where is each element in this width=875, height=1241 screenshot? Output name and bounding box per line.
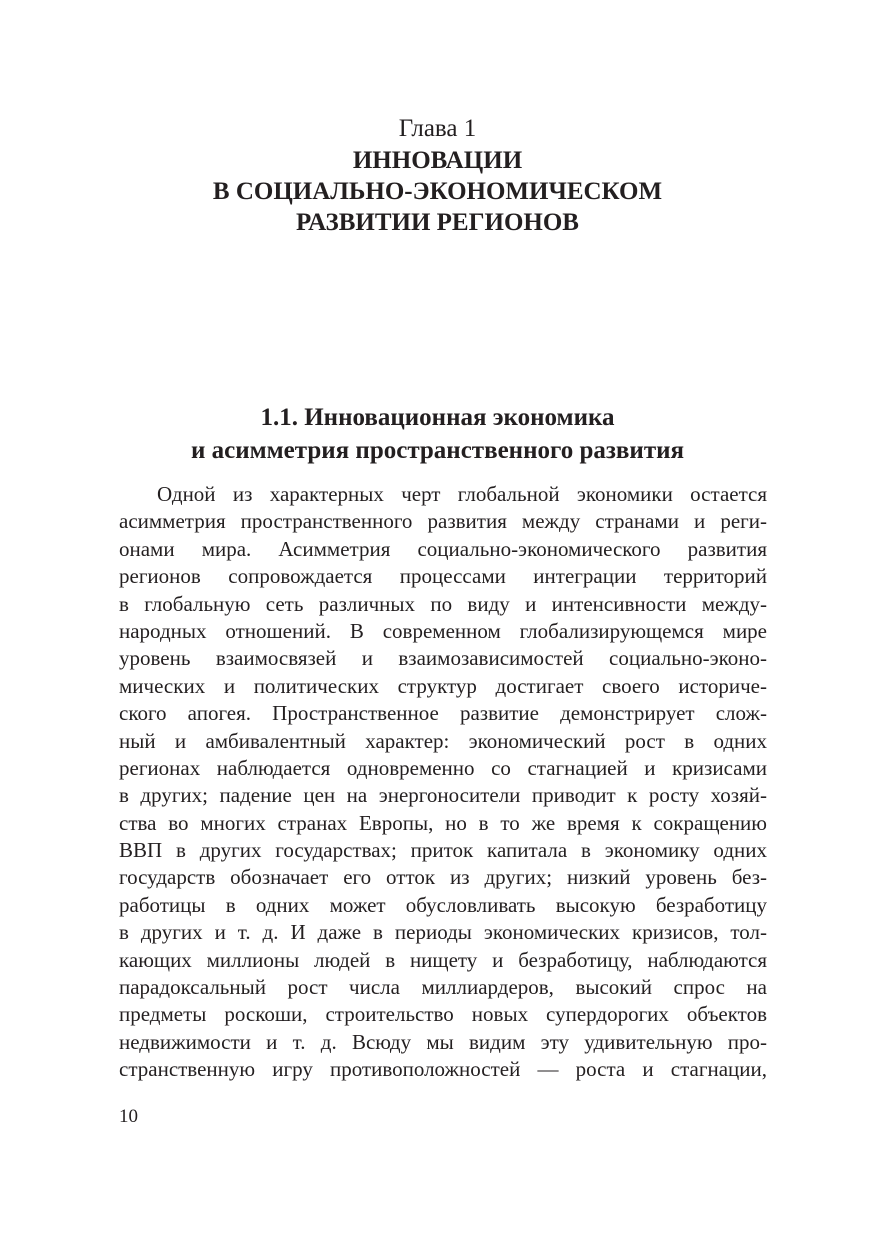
chapter-title-line: В СОЦИАЛЬНО-ЭКОНОМИЧЕСКОМ	[212, 178, 663, 205]
chapter-title-line: ИННОВАЦИИ	[352, 147, 523, 174]
paragraph-line: мических и политических структур достигает своего историче-	[119, 673, 767, 698]
paragraph-line: недвижимости и т. д. Всюду мы видим эту удивительную про-	[119, 1029, 767, 1054]
section-title-line: и асимметрия пространственного развития	[190, 437, 685, 464]
section-title	[0, 401, 875, 467]
paragraph-line: в глобальную сеть различных по виду и интенсивности между-	[119, 591, 767, 616]
paragraph-line: в других и т. д. И даже в периоды экономических кризисов, тол-	[119, 920, 767, 945]
paragraph-line: онами мира. Асимметрия социально-экономического развития	[119, 536, 767, 561]
paragraph-line: асимметрия пространственного развития между странами и реги-	[119, 509, 767, 534]
body-paragraph	[119, 481, 767, 1084]
paragraph-line: регионах наблюдается одновременно со стагнацией и кризисами	[119, 755, 767, 780]
paragraph-line: ства во многих странах Европы, но в то же время к сокращению	[119, 810, 767, 835]
paragraph-line: кающих миллионы людей в нищету и безработицу, наблюдаются	[119, 947, 767, 972]
page-number: 10	[119, 1106, 138, 1127]
paragraph-line: Одной из характерных черт глобальной экономики остается	[157, 482, 767, 506]
paragraph-line: работицы в одних может обусловливать высокую безработицу	[119, 892, 767, 917]
chapter-label: Глава 1	[398, 115, 477, 142]
paragraph-line: народных отношений. В современном глобализирующемся мире	[119, 618, 767, 643]
paragraph-line: странственную игру противоположностей — роста и стагнации,	[119, 1057, 767, 1082]
paragraph-line: уровень взаимосвязей и взаимозависимостей социально-эконо-	[119, 646, 767, 671]
section-title-line: 1.1. Инновационная экономика	[260, 404, 615, 431]
paragraph-line: в других; падение цен на энергоносители приводит к росту хозяй-	[119, 783, 767, 808]
paragraph-line: государств обозначает его отток из других; низкий уровень без-	[119, 865, 767, 890]
paragraph-line: ского апогея. Пространственное развитие демонстрирует слож-	[119, 701, 767, 726]
paragraph-line: ный и амбивалентный характер: экономический рост в одних	[119, 728, 767, 753]
paragraph-line: предметы роскоши, строительство новых супердорогих объектов	[119, 1002, 767, 1027]
paragraph-line: регионов сопровождается процессами интеграции территорий	[119, 564, 767, 589]
chapter-title	[0, 145, 875, 238]
paragraph-line: ВВП в других государствах; приток капитала в экономику одних	[119, 838, 767, 863]
chapter-title-line: РАЗВИТИИ РЕГИОНОВ	[296, 209, 579, 236]
paragraph-line: парадоксальный рост числа миллиардеров, высокий спрос на	[119, 975, 767, 1000]
